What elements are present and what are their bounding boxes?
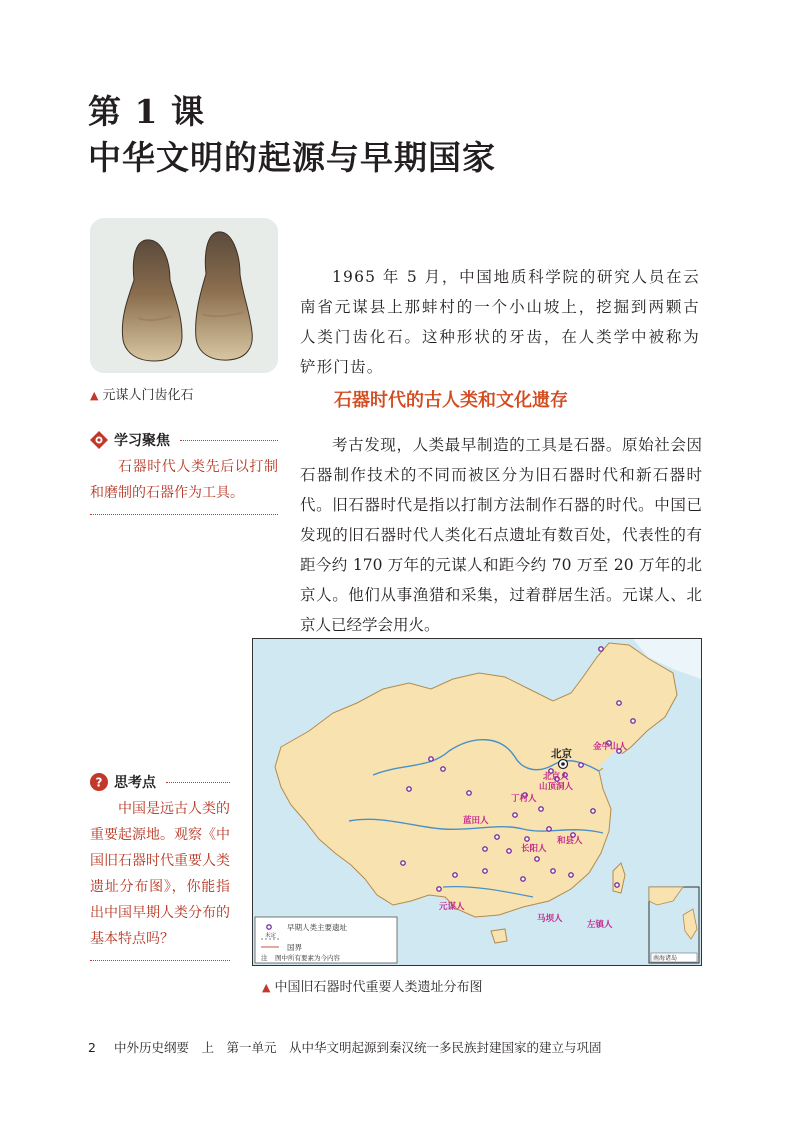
focus-box-title: 学习聚焦 bbox=[114, 433, 170, 449]
site-marker bbox=[495, 835, 499, 839]
inset-label: 南海诸岛 bbox=[653, 955, 678, 962]
site-marker bbox=[579, 763, 583, 767]
page-footer bbox=[88, 1038, 602, 1056]
site-marker bbox=[407, 787, 411, 791]
paleolithic-sites-map bbox=[252, 638, 702, 966]
triangle-marker-icon: ▲ bbox=[90, 389, 99, 402]
site-label-lantian: 蓝田人 bbox=[463, 816, 489, 826]
section-heading: 石器时代的古人类和文化遗存 bbox=[334, 390, 568, 411]
unit-title: 第一单元 从中华文明起源到秦汉统一多民族封建国家的建立与巩固 bbox=[226, 1040, 602, 1055]
site-marker bbox=[525, 837, 529, 841]
tooth-fossil-photo bbox=[90, 218, 278, 373]
lesson-title: 中华文明的起源与早期国家 bbox=[88, 138, 496, 177]
site-marker bbox=[429, 757, 433, 761]
legend-undefined-label: 未定 bbox=[265, 933, 277, 939]
focus-box-header bbox=[90, 430, 278, 450]
section-paragraph: 考古发现，人类最早制造的工具是石器。原始社会因石器制作技术的不同而被区分为旧石器时代和新石器时代。旧石器时代是指以打制方法制作石器的时代。中国已发现的旧石器时代人类化石点遗址有数百处，代表性的有距今约 170 万年的元谋人和距今约 70 万至 20 万年的北京人。他们从事渔猎和采集，过着群居生活。元谋人、北京人已经学会用火。 bbox=[300, 436, 702, 634]
site-label-yuanmou: 元谋人 bbox=[439, 902, 465, 912]
site-marker bbox=[617, 701, 621, 705]
site-marker bbox=[441, 767, 445, 771]
site-label-shandingdong: 山顶洞人 bbox=[539, 782, 574, 792]
site-label-changyang: 长阳人 bbox=[521, 844, 547, 854]
site-marker bbox=[591, 809, 595, 813]
think-divider bbox=[166, 782, 230, 783]
page-number: 2 bbox=[88, 1040, 96, 1055]
site-marker bbox=[401, 861, 405, 865]
legend-note-prefix: 注 bbox=[261, 954, 268, 962]
think-box-title: 思考点 bbox=[114, 775, 156, 791]
triangle-marker-icon: ▲ bbox=[262, 981, 271, 994]
site-marker bbox=[467, 791, 471, 795]
site-label-jinniushan: 金牛山人 bbox=[593, 742, 628, 752]
map-caption: ▲ 中国旧石器时代重要人类遗址分布图 bbox=[262, 980, 483, 995]
site-marker bbox=[453, 873, 457, 877]
site-marker bbox=[521, 877, 525, 881]
map-legend bbox=[255, 917, 397, 963]
focus-divider bbox=[180, 440, 278, 441]
china-map-svg bbox=[253, 639, 701, 965]
site-marker bbox=[507, 849, 511, 853]
capital-marker bbox=[559, 760, 568, 769]
site-marker bbox=[539, 807, 543, 811]
taiwan-landmass bbox=[613, 863, 625, 893]
site-label-maba: 马坝人 bbox=[537, 914, 563, 924]
site-marker bbox=[631, 719, 635, 723]
legend-site-icon bbox=[267, 925, 271, 929]
svg-text:?: ? bbox=[95, 775, 103, 790]
site-marker bbox=[547, 827, 551, 831]
think-bottom-divider bbox=[90, 960, 230, 961]
site-marker bbox=[551, 869, 555, 873]
hainan-landmass bbox=[491, 929, 507, 943]
site-marker bbox=[483, 847, 487, 851]
think-box-header bbox=[90, 772, 230, 792]
photo-caption: ▲ 元谋人门齿化石 bbox=[90, 388, 194, 403]
intro-paragraph: 1965 年 5 月，中国地质科学院的研究人员在云南省元谋县上那蚌村的一个小山坡上，挖掘到两颗古人类门齿化石。这种形状的牙齿，在人类学中被称为铲形门齿。 bbox=[300, 268, 700, 376]
legend-note: 图中所有要素为今内容 bbox=[275, 954, 340, 962]
site-marker bbox=[615, 883, 619, 887]
site-label-zuozhen: 左镇人 bbox=[587, 920, 613, 930]
think-box-text: 中国是远古人类的重要起源地。观察《中国旧石器时代重要人类遗址分布图》，你能指出中国早期人类分布的基本特点吗？ bbox=[90, 801, 230, 947]
capital-label: 北京 bbox=[551, 748, 572, 760]
focus-box-text: 石器时代人类先后以打制和磨制的石器作为工具。 bbox=[90, 459, 278, 501]
site-marker bbox=[535, 857, 539, 861]
focus-bottom-divider bbox=[90, 514, 278, 515]
site-marker bbox=[513, 813, 517, 817]
site-marker bbox=[569, 873, 573, 877]
site-marker bbox=[437, 887, 441, 891]
tooth-fossil-image bbox=[90, 218, 278, 373]
site-label-beijingren: 北京人 bbox=[543, 772, 569, 782]
site-label-dingcun: 丁村人 bbox=[511, 794, 537, 804]
book-title: 中外历史纲要 上 bbox=[113, 1040, 214, 1055]
focus-box bbox=[90, 430, 278, 515]
focus-target-icon bbox=[90, 431, 108, 449]
question-icon bbox=[90, 773, 108, 791]
think-box bbox=[90, 772, 230, 961]
lesson-number: 第 1 课 bbox=[88, 92, 205, 131]
site-marker bbox=[483, 869, 487, 873]
site-label-hexian: 和县人 bbox=[557, 836, 583, 846]
south-china-sea-inset bbox=[649, 887, 699, 963]
site-marker bbox=[599, 647, 603, 651]
legend-site-label: 早期人类主要遗址 bbox=[287, 923, 347, 932]
legend-boundary-label: 国界 bbox=[287, 943, 302, 952]
